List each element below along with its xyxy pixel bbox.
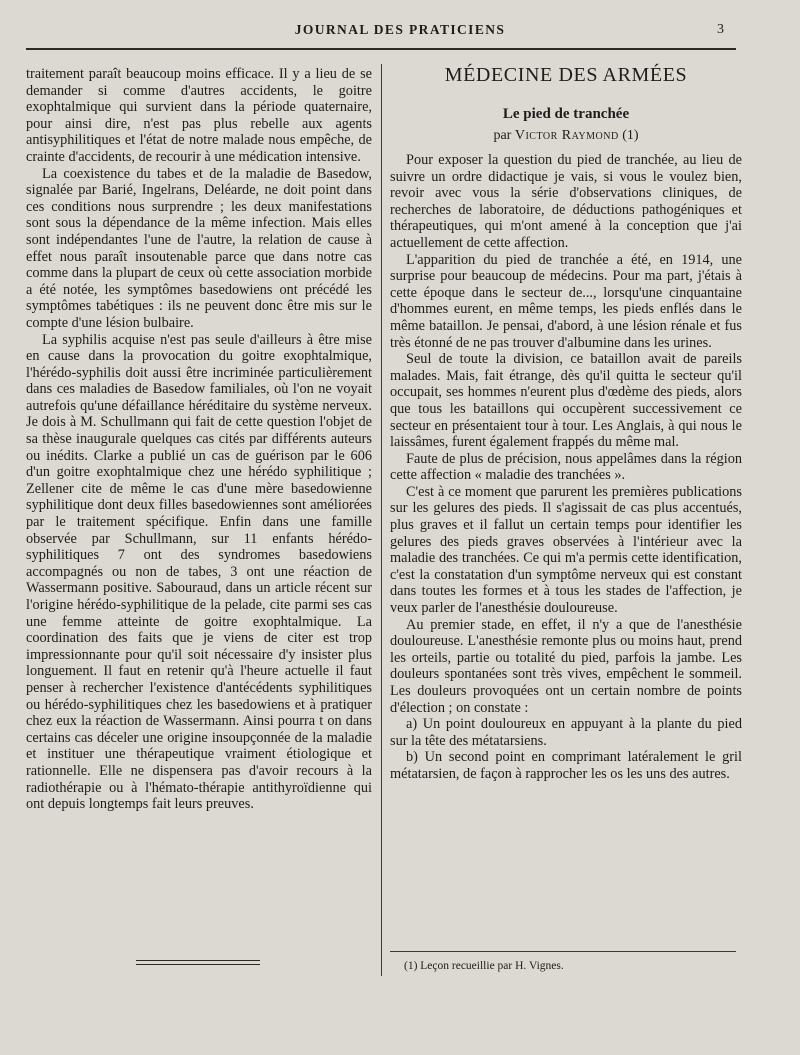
paragraph: traitement paraît beaucoup moins efficace. Il y a lieu de se demander si comme d'autres accidents, le goitre exophtalmique qui survient dans la période quaternaire, pour ainsi dire, n'est pas plus rebelle aux agents antisyphilitiques et l'état de notre malade nous empêche, de crainte d'accidents, de recourir à une médication intensive. (26, 66, 372, 165)
header-rule (26, 48, 736, 50)
page-number: 3 (717, 22, 724, 37)
paragraph: La coexistence du tabes et de la maladie de Basedow, signalée par Barié, Ingelrans, Deléarde, ne doit point dans ces conditions nous surprendre ; les deux manifestations sont sous la dépendance de la même infection. Mais elles sont indépendantes l'une de l'autre, la relation de cause à effet nous paraît insoutenable parce que dans notre cas comme dans la plupart de ceux où cette association morbide a été notée, les symptômes basedowiens ont précédé les symptômes tabétiques : ils ne peuvent donc être mis sur le compte d'une lésion bulbaire. (26, 165, 372, 331)
byline-prefix: par (493, 128, 512, 143)
footnote: (1) Leçon recueillie par H. Vignes. (404, 960, 564, 972)
paragraph: Faute de plus de précision, nous appelâmes dans la région cette affection « maladie des tranchées ». (390, 450, 742, 484)
column-divider (381, 64, 382, 976)
article-title: Le pied de tranchée (502, 106, 630, 122)
author-name: Victor Raymond (514, 128, 619, 143)
footnote-rule (390, 951, 736, 952)
running-head (0, 22, 800, 42)
section-title: MÉDECINE DES ARMÉES (444, 64, 688, 86)
paragraph: C'est à ce moment que parurent les premières publications sur les gelures des pieds. Il s'agissait de cas plus accentués, plus graves et il fallut un certain temps pour identifier les gelures des pieds graves observées à l'intérieur avec la maladie des tranchées. Ce qui m'a permis cette identification, c'est la constatation d'un symptôme nerveux qui est constant dans toutes les formes et à tous les stades de l'affection, je veux parler de l'anesthésie douloureuse. (390, 483, 742, 617)
end-of-article-rule (136, 960, 260, 965)
journal-title: JOURNAL DES PRATICIENS (294, 22, 506, 37)
footnote-marker: (1) (622, 128, 639, 143)
right-column (390, 152, 742, 783)
paragraph: Au premier stade, en effet, il n'y a que de l'anesthésie douloureuse. L'anesthésie remonte plus ou moins haut, prend les orteils, partie ou totalité du pied, parfois la jambe. Les douleurs spontanées sont très vives, empêchent le sommeil. Les douleurs provoquées ont un certain nombre de points d'élection ; on constate : (390, 616, 742, 716)
paragraph: Pour exposer la question du pied de tranchée, au lieu de suivre un ordre didactique je vais, si vous le voulez bien, revoir avec vous la série d'observations cliniques, de recherches de laboratoire, de déductions pathogéniques et thérapeutiques, qui m'ont amené à la conception que j'ai actuellement de cette affection. (390, 152, 742, 251)
byline (390, 128, 742, 144)
paragraph: La syphilis acquise n'est pas seule d'ailleurs à être mise en cause dans la provocation du goitre exophtalmique, l'hérédo-syphilis doit aussi être incriminée particulièrement dans ces maladies de Basedow familiales, où l'on ne voyait autrefois qu'une défaillance héréditaire du système nerveux. Je dois à M. Schullmann qui fait de cette question l'objet de sa thèse inaugurale quelques cas cités par différents auteurs ou inédits. Clarke a publié un cas de guérison par le 606 d'un goitre exophtalmique chez une hérédo syphilitique ; Zellener cite de même le cas d'une mère basedowienne syphilitique dont deux filles basedowiennes sont améliorées par le traitement spécifique. Enfin dans une famille observée par Schullmann, sur 11 enfants hérédo-syphilitiques 7 ont des syndromes basedowiens accompagnés ou non de tabes, 3 ont une réaction de Wassermann positive. Sabouraud, dans un article récent sur l'origine hérédo-syphilitique de la pelade, cite parmi ses cas une femme atteinte de goitre exophtalmique. La coordination des faits que je viens de citer est trop impressionnante pour qu'il soit nécessaire d'y insister plus longuement. Il faut en retenir qu'à l'heure actuelle il faut penser à rechercher l'existence d'antécédents syphilitiques ou hérédo-syphilitiques chez les basedowiens et à pratiquer chez eux la réaction de Wassermann. Ainsi pourra t on dans certains cas déceler une origine insoupçonnée de la maladie et instituer une thérapeutique vraiment étiologique et rationnelle. Elle ne dispensera pas d'avoir recours à la radiothérapie ou à l'hémato-thérapie antithyroïdienne qui ont depuis longtemps fait leurs preuves. (26, 331, 372, 813)
list-item: b) Un second point en comprimant latéralement le gril métatarsien, de façon à rapprocher les os les uns des autres. (390, 749, 742, 782)
list-item: a) Un point douloureux en appuyant à la plante du pied sur la tête des métatarsiens. (390, 716, 742, 749)
left-column (26, 66, 372, 813)
paragraph: Seul de toute la division, ce bataillon avait de pareils malades. Mais, fait étrange, dès qu'il quitta le secteur qu'il occupait, ses hommes n'eurent plus d'œdème des pieds, alors que tous les bataillons qui occupèrent successivement ce secteur en présentaient tour à tour. Les Anglais, à qui nous le laissâmes, furent également frappés du même mal. (390, 351, 742, 451)
paragraph: L'apparition du pied de tranchée a été, en 1914, une surprise pour beaucoup de médecins. Pour ma part, j'étais à cette époque dans le secteur de..., lorsqu'une cinquantaine d'hommes eurent, en même temps, les pieds enflés dans le même bataillon. Je pensai, d'abord, à une lésion rénale et fus très étonné de ne pas trouver d'albumine dans les urines. (390, 251, 742, 351)
